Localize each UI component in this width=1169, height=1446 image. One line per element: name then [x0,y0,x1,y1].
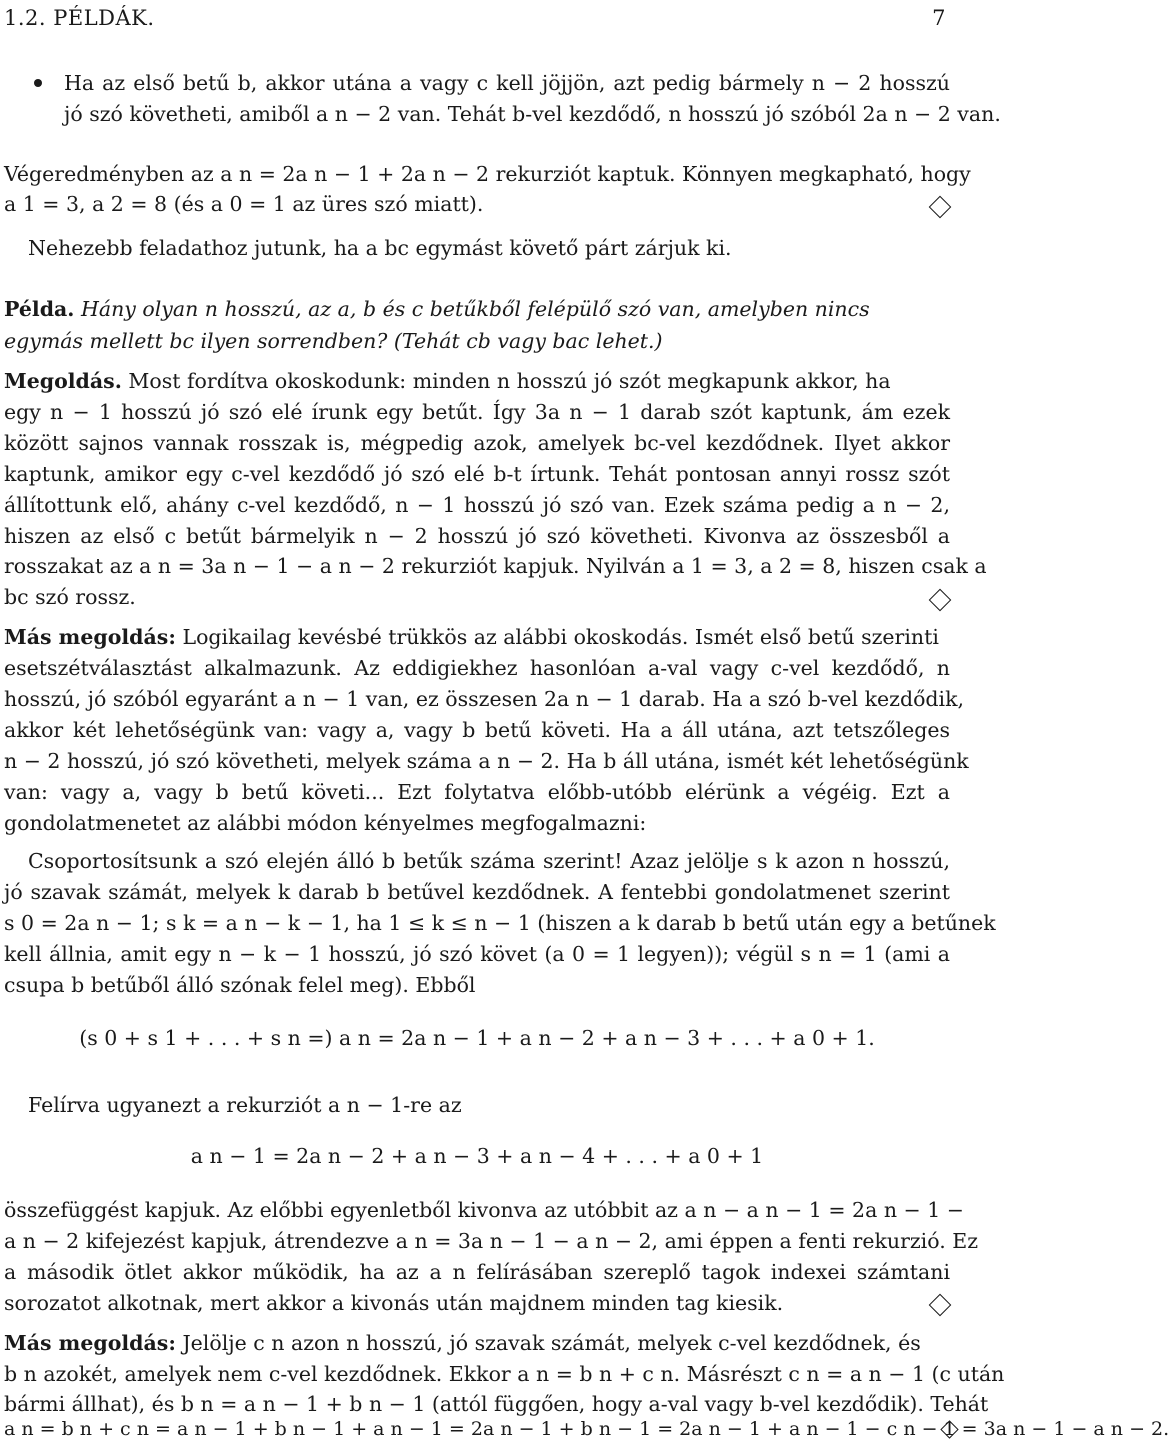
section-title: 1.2. PÉLDÁK. [4,6,155,30]
example-text: Hány olyan n hosszú, az a, b és c betűkből felépülő szó van, amelyben nincs [80,297,870,321]
text-line: sorozatot alkotnak, mert akkor a kivonás után majdnem minden tag kiesik. [4,1291,784,1315]
text-line: a n − 2 kifejezést kapjuk, átrendezve a n = 3a n − 1 − a n − 2, ami éppen a fenti rekurzió. Ez [4,1229,979,1253]
text-line: a n = b n + c n = a n − 1 + b n − 1 + a n − 1 = 2a n − 1 + b n − 1 = 2a n − 1 + a n − 1 − c n − 1 = 3a n − 1 − a n − 2. [4,1418,1169,1440]
text-line: van: vagy a, vagy b betű követi... Ezt folytatva előbb-utóbb elérünk a végéig. Ezt a [4,780,950,804]
text-line: állítottunk elő, ahány c-vel kezdődő, n − 1 hosszú jó szó van. Ezek száma pedig a n − 2, [4,493,950,517]
text-line: akkor két lehetőségünk van: vagy a, vagy b betű követi. Ha a áll utána, azt tetszőleges [4,718,950,742]
text-line: csupa b betűből álló szónak felel meg). Ebből [4,973,476,997]
alt-solution-line [4,1328,950,1358]
text-line: a második ötlet akkor működik, ha az a n felírásában szereplő tagok indexei számtani [4,1260,950,1284]
alt-solution-label: Más megoldás: [4,625,176,649]
text-line: bármi állhat), és b n = a n − 1 + b n − 1 (attól függően, hogy a-val vagy b-vel kezdődik). Tehát [4,1392,989,1416]
text-line: hosszú, jó szóból egyaránt a n − 1 van, ez összesen 2a n − 1 darab. Ha a szó b-vel kezdődik, [4,687,965,711]
text-line: között sajnos vannak rosszak is, mégpedig azok, amelyek bc-vel kezdődnek. Ilyet akkor [4,431,950,455]
text-line: összefüggést kapjuk. Az előbbi egyenletből kivonva az utóbbit az a n − a n − 1 = 2a n − 1 − [4,1198,964,1222]
display-equation: (s 0 + s 1 + . . . + s n =) a n = 2a n − 1 + a n − 2 + a n − 3 + . . . + a 0 + 1. [79,1026,875,1050]
solution-text: Most fordítva okoskodunk: minden n hosszú jó szót megkapunk akkor, ha [128,369,891,393]
text-line: esetszétválasztást alkalmazunk. Az eddigiekhez hasonlóan a-val vagy c-vel kezdődő, n [4,656,950,680]
text-line: bc szó rossz. [4,585,136,609]
text-line: egy n − 1 hosszú jó szó elé írunk egy betűt. Így 3a n − 1 darab szót kaptunk, ám ezek [4,400,950,424]
text-line: s 0 = 2a n − 1; s k = a n − k − 1, ha 1 ≤ k ≤ n − 1 (hiszen a k darab b betű után egy a betűnek [4,911,996,935]
running-header [4,6,946,36]
example-line [4,294,950,324]
alt-solution-label: Más megoldás: [4,1331,176,1355]
example-label: Példa. [4,297,75,321]
text-line: gondolatmenetet az alábbi módon kényelmes megfogalmazni: [4,811,647,835]
text-line: kell állnia, amit egy n − k − 1 hosszú, jó szó követ (a 0 = 1 legyen)); végül s n = 1 (ami a [4,942,950,966]
solution-line [4,366,950,396]
text-line: Csoportosítsunk a szó elején álló b betűk száma szerint! Azaz jelölje s k azon n hosszú, [28,849,950,873]
text-line: Nehezebb feladathoz jutunk, ha a bc egymást követő párt zárjuk ki. [28,236,732,260]
text-line: jó szavak számát, melyek k darab b betűvel kezdődnek. A fentebbi gondolatmenet szerint [4,880,950,904]
example-text-line: egymás mellett bc ilyen sorrendben? (Tehát cb vagy bac lehet.) [4,329,663,353]
alt-solution-line [4,622,950,652]
text-line: b n azokét, amelyek nem c-vel kezdődnek. Ekkor a n = b n + c n. Másrészt c n = a n − 1 (c után [4,1362,1005,1386]
alt-solution-text: Jelölje c n azon n hosszú, jó szavak számát, melyek c-vel kezdődnek, és [182,1331,921,1355]
text-line: hiszen az első c betűt bármelyik n − 2 hosszú jó szó követheti. Kivonva az összesből a [4,524,950,548]
text-line: Végeredményben az a n = 2a n − 1 + 2a n − 2 rekurziót kaptuk. Könnyen megkapható, hogy [4,162,971,186]
text-line: Ha az első betű b, akkor utána a vagy c kell jöjjön, azt pedig bármely n − 2 hosszú [64,71,950,95]
page-number: 7 [932,6,946,30]
text-line: n − 2 hosszú, jó szó követheti, melyek száma a n − 2. Ha b áll utána, ismét két lehetőségünk [4,749,969,773]
text-line: jó szó követheti, amiből a n − 2 van. Tehát b-vel kezdődő, n hosszú jó szóból 2a n − 2 van. [64,102,1001,126]
text-line: Felírva ugyanezt a rekurziót a n − 1-re az [28,1093,462,1117]
alt-solution-text: Logikailag kevésbé trükkös az alábbi okoskodás. Ismét első betű szerinti [182,625,939,649]
text-line: a 1 = 3, a 2 = 8 (és a 0 = 1 az üres szó miatt). [4,192,484,216]
text-line: kaptunk, amikor egy c-vel kezdődő jó szó elé b-t írtunk. Tehát pontosan annyi rossz szót [4,462,950,486]
text-line: rosszakat az a n = 3a n − 1 − a n − 2 rekurziót kapjuk. Nyilván a 1 = 3, a 2 = 8, hiszen csak a [4,554,987,578]
bullet-dot [34,79,42,87]
solution-label: Megoldás. [4,369,122,393]
display-equation: a n − 1 = 2a n − 2 + a n − 3 + a n − 4 + . . . + a 0 + 1 [190,1144,764,1168]
